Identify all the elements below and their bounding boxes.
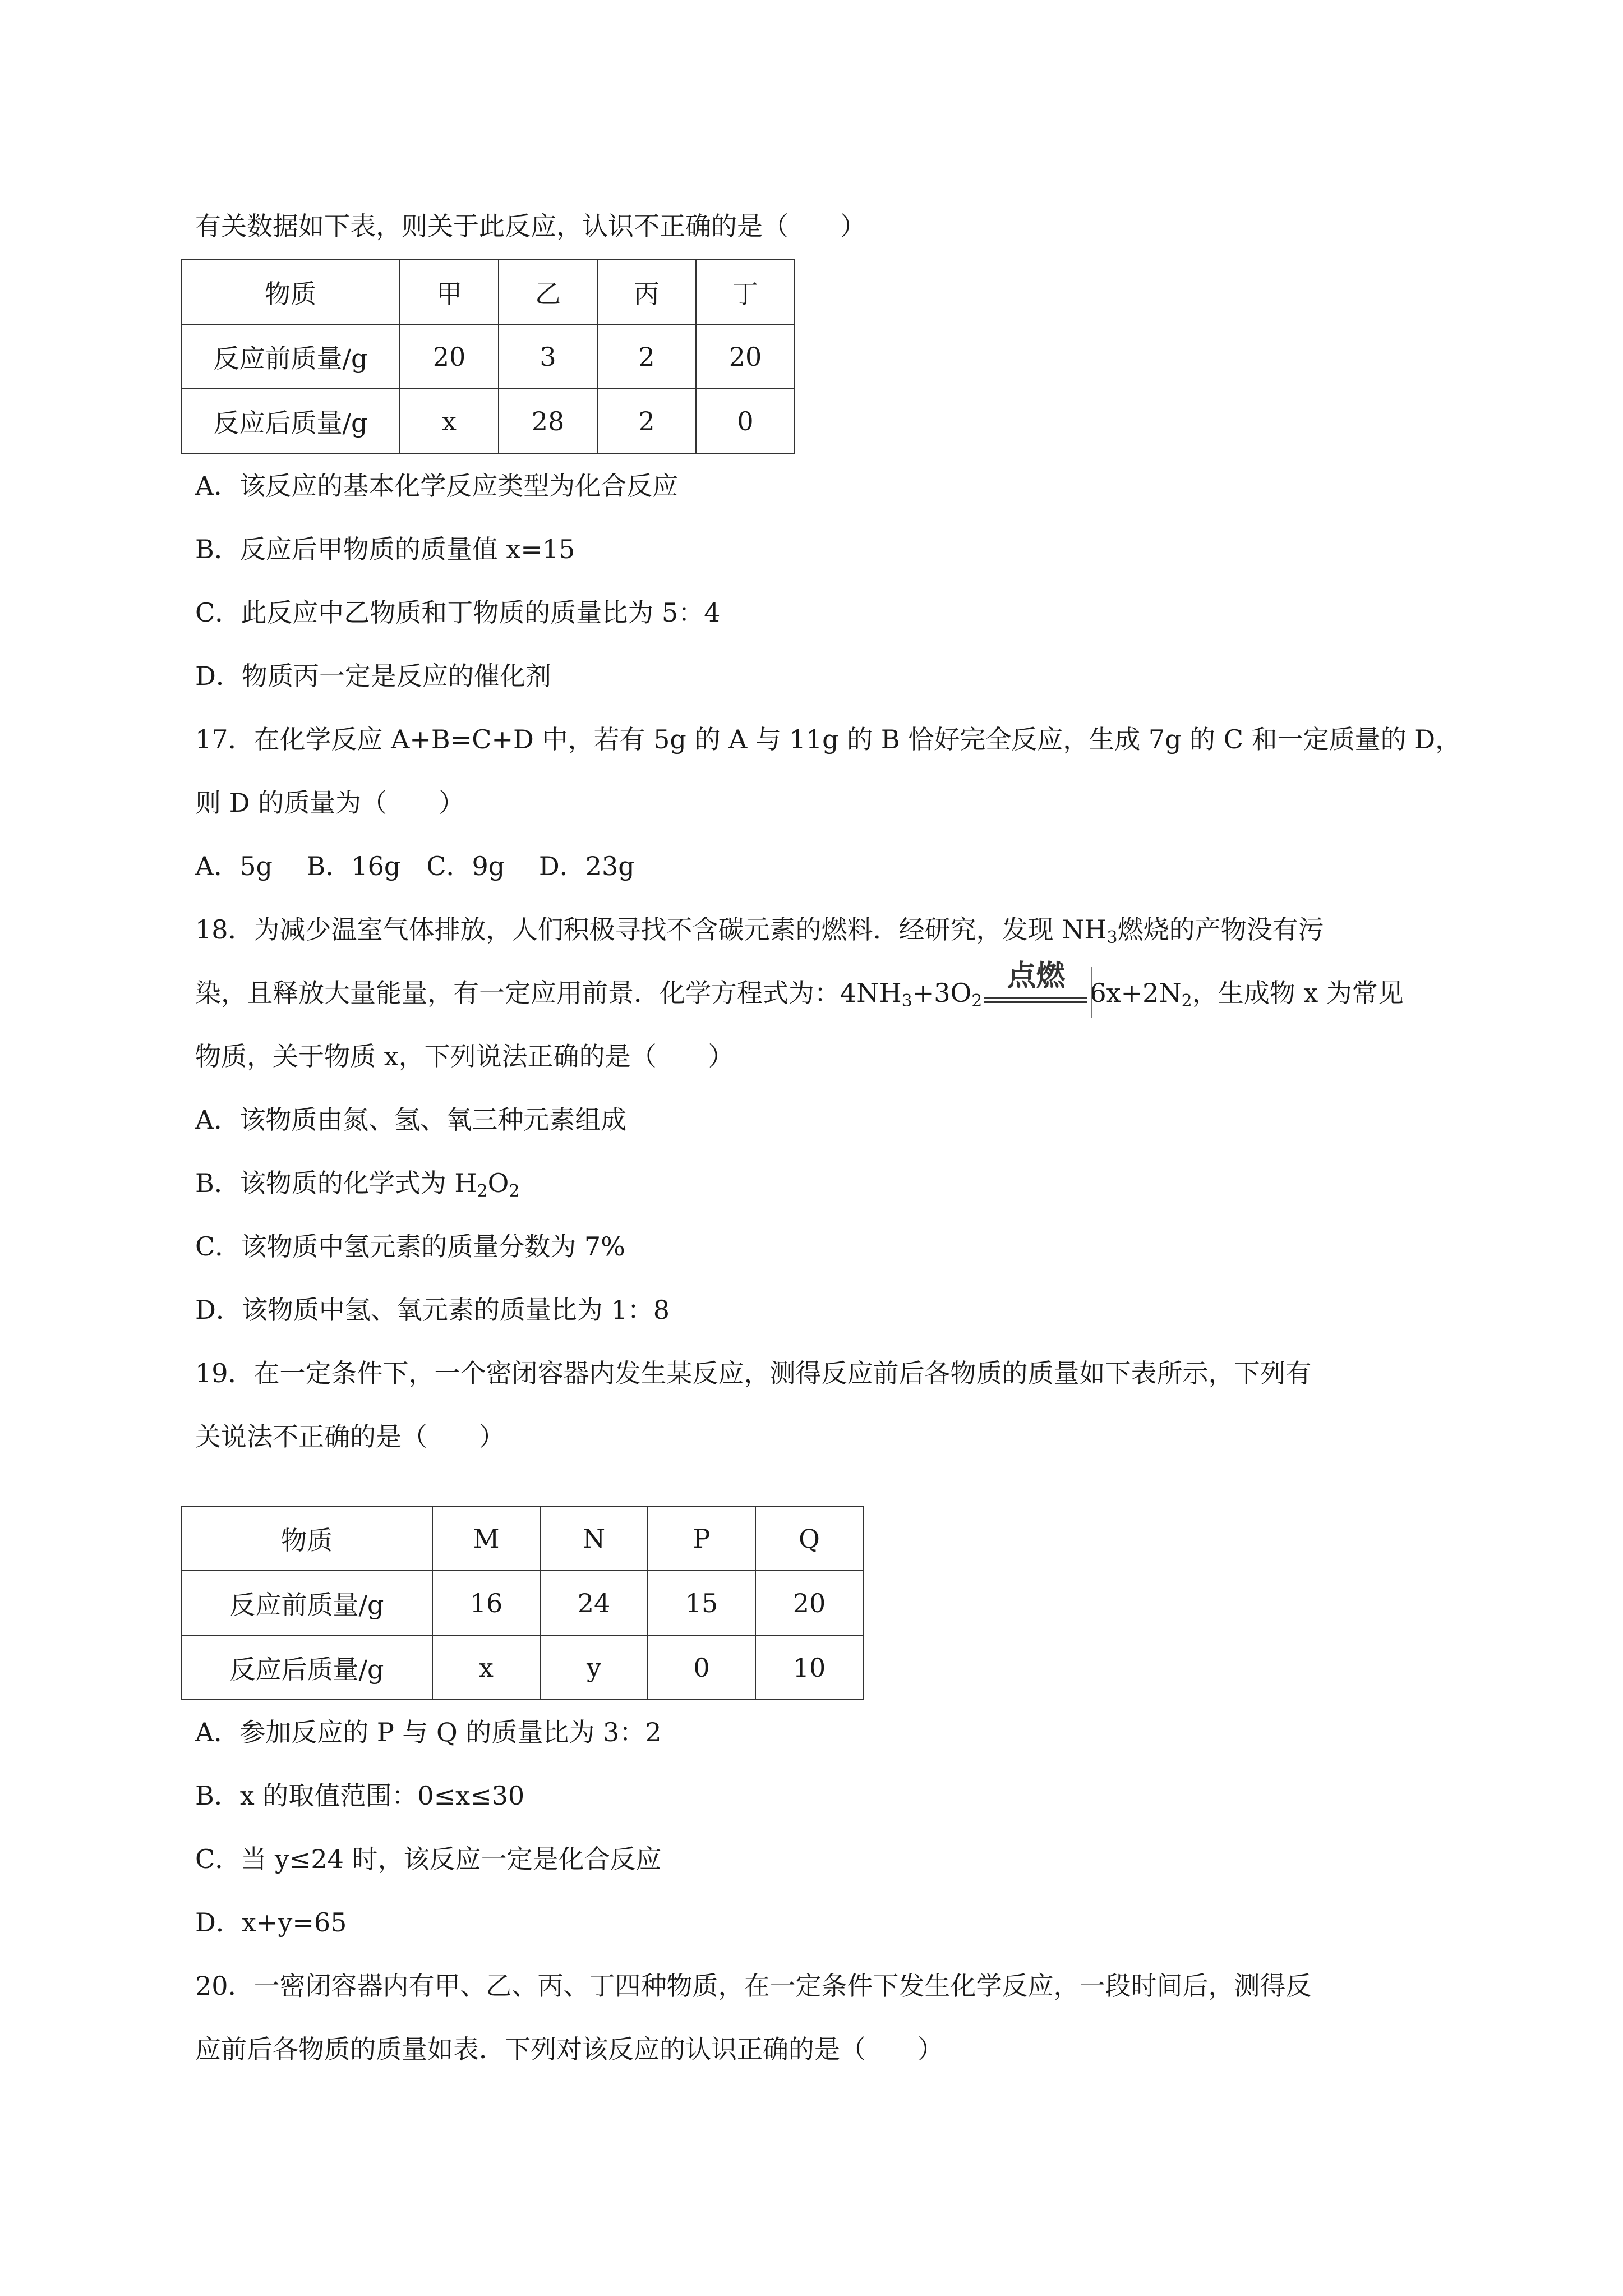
- q19-option-c: C．当 y≤24 时，该反应一定是化合反应: [195, 1844, 662, 1874]
- q17-stem-line1: 17．在化学反应 A+B=C+D 中，若有 5g 的 A 与 11g 的 B 恰好完全反应，生成 7g 的 C 和一定质量的 D，: [195, 724, 1461, 754]
- table-cell: 15: [648, 1571, 755, 1635]
- table-cell: 0: [648, 1635, 755, 1700]
- table-row: [181, 389, 795, 453]
- q16-mass-table: [181, 259, 795, 454]
- table-header-cell: 物质: [181, 260, 400, 324]
- q18-stem-line1: 18．为减少温室气体排放，人们积极寻找不含碳元素的燃料．经研究，发现 $NH_3$燃烧的产物没有污: [195, 914, 1324, 947]
- q20-stem-line2: 应前后各物质的质量如表．下列对该反应的认识正确的是（ ）: [195, 2034, 943, 2064]
- q18-option-d: D．该物质中氢、氧元素的质量比为 1：8: [195, 1295, 670, 1325]
- q16-option-c: C．此反应中乙物质和丁物质的质量比为 5：4: [195, 597, 721, 628]
- table-cell: 20: [696, 324, 795, 389]
- table-header-cell: N: [540, 1506, 648, 1571]
- q16-option-a: A．该反应的基本化学反应类型为化合反应: [195, 471, 679, 501]
- table-header-cell: 丙: [597, 260, 696, 324]
- q19-option-a: A．参加反应的 P 与 Q 的质量比为 3：2: [195, 1717, 662, 1747]
- reaction-condition-arrow: [984, 959, 1087, 1009]
- table-header-cell: P: [648, 1506, 755, 1571]
- q18-stem-line2: [195, 959, 1404, 1011]
- table-cell: 16: [432, 1571, 540, 1635]
- table-cell: 28: [499, 389, 597, 453]
- q16-option-b: B．反应后甲物质的质量值 x=15: [195, 534, 575, 564]
- table-cell: 20: [400, 324, 499, 389]
- table-header-cell: 物质: [181, 1506, 432, 1571]
- q19-option-d: D．x+y=65: [195, 1907, 347, 1938]
- table-row: [181, 324, 795, 389]
- table-cell: x: [432, 1635, 540, 1700]
- q19-stem-line2: 关说法不正确的是（ ）: [195, 1421, 505, 1452]
- table-cell: 反应前质量/g: [181, 324, 400, 389]
- q19-stem-line1: 19．在一定条件下，一个密闭容器内发生某反应，测得反应前后各物质的质量如下表所示，下列有: [195, 1358, 1312, 1388]
- q16-option-d: D．物质丙一定是反应的催化剂: [195, 661, 551, 691]
- table-cell: 20: [755, 1571, 863, 1635]
- reaction-condition: 点燃: [1007, 959, 1066, 993]
- table-header-cell: 甲: [400, 260, 499, 324]
- q19-mass-table: [181, 1506, 864, 1700]
- table-header-cell: 丁: [696, 260, 795, 324]
- q18-stem-line3: 物质，关于物质 x，下列说法正确的是（ ）: [195, 1041, 734, 1071]
- table-cell: 反应后质量/g: [181, 389, 400, 453]
- table-cell: 2: [597, 324, 696, 389]
- q20-stem-line1: 20．一密闭容器内有甲、乙、丙、丁四种物质，在一定条件下发生化学反应，一段时间后，测得反: [195, 1971, 1312, 2001]
- table-cell: y: [540, 1635, 648, 1700]
- table-row: [181, 1571, 863, 1635]
- table-row: [181, 1635, 863, 1700]
- table-cell: 反应前质量/g: [181, 1571, 432, 1635]
- table-cell: 3: [499, 324, 597, 389]
- q18-option-a: A．该物质由氮、氢、氧三种元素组成: [195, 1105, 627, 1135]
- table-header-cell: M: [432, 1506, 540, 1571]
- table-row: [181, 260, 795, 324]
- table-header-cell: Q: [755, 1506, 863, 1571]
- q18-option-c: C．该物质中氢元素的质量分数为 7%: [195, 1231, 625, 1262]
- table-cell: 24: [540, 1571, 648, 1635]
- table-cell: 2: [597, 389, 696, 453]
- table-cell: 10: [755, 1635, 863, 1700]
- q16-stem: 有关数据如下表，则关于此反应，认识不正确的是（ ）: [195, 211, 866, 241]
- q18-equation-suffix: $6x+2N_2$，生成物 x 为常见: [1090, 978, 1404, 1011]
- q19-option-b: B．x 的取值范围：0≤x≤30: [195, 1780, 525, 1811]
- q17-options: A．5g B．16g C．9g D．23g: [195, 851, 635, 881]
- q17-stem-line2: 则 D 的质量为（ ）: [195, 788, 465, 818]
- table-row: [181, 1506, 863, 1571]
- table-cell: x: [400, 389, 499, 453]
- q18-option-b: B．该物质的化学式为 $H_2O_2$: [195, 1168, 520, 1201]
- table-cell: 0: [696, 389, 795, 453]
- q18-equation-prefix: 染，且释放大量能量，有一定应用前景．化学方程式为：$4NH_3+3O_2$: [195, 978, 983, 1011]
- table-cell: 反应后质量/g: [181, 1635, 432, 1700]
- table-header-cell: 乙: [499, 260, 597, 324]
